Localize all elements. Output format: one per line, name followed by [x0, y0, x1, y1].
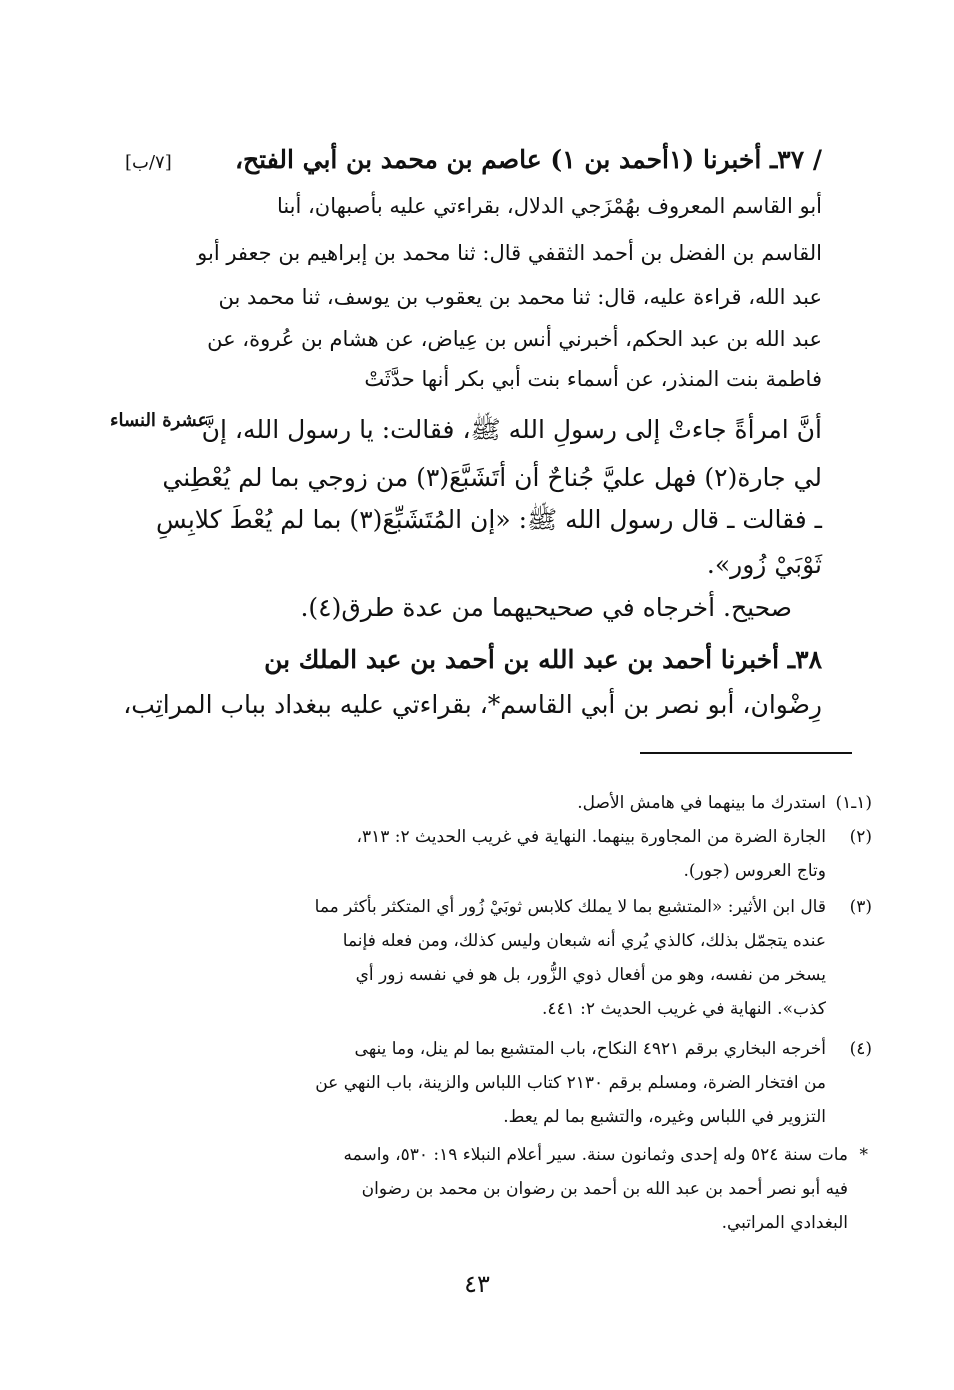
footnote-line: أخرجه البخاري برقم ٤٩٢١ النكاح، باب المتشبع بما لم ينل، وما ينهى	[354, 1039, 826, 1059]
footnote-number: (٢)	[849, 827, 872, 847]
hadith-38-heading: ٣٨ـ أخبرنا أحمد بن عبد الله بن أحمد بن عبد الملك بن	[264, 645, 822, 674]
footnote-number: (٣)	[849, 897, 872, 917]
footnote-asterisk: *	[859, 1145, 868, 1165]
footnote-line: استدرك ما بينهما في هامش الأصل.	[577, 793, 826, 813]
footnote-line: البغدادي المراتبي.	[721, 1213, 848, 1233]
footnote	[232, 1140, 872, 1246]
main-line: رِضْوان، أبو نصر بن أبي القاسم*، بقراءتي عليه ببغداد بباب المراتِب،	[123, 690, 822, 719]
hadith-text-line: ثَوْبَيْ زُور».	[706, 550, 822, 579]
footnote	[232, 788, 872, 820]
main-line: أبو القاسم المعروف بهُمْزَجي الدلال، بقراءتي عليه بأصبهان، أبنا	[276, 194, 822, 218]
hadith-37-heading: / ٣٧ـ أخبرنا (١أحمد بن ١) عاصم بن محمد بن أبي الفتح،	[234, 145, 822, 174]
footnote-line: وتاج العروس (جور).	[683, 861, 826, 881]
footnote-line: يسخر من نفسه، وهو من أفعال ذوي الزُّور، بل هو في نفسه زور أي	[355, 965, 826, 985]
footnote-separator	[640, 752, 852, 754]
footnote-line: التزوير في اللباس وغيره، والتشبع بما لم يعط.	[503, 1107, 826, 1127]
footnote-line: من افتخار الضرة، ومسلم برقم ٢١٣٠ كتاب اللباس والزينة، باب النهي عن	[315, 1073, 826, 1093]
main-line: عبد الله، قراءة عليه، قال: ثنا محمد بن يعقوب بن يوسف، ثنا محمد بن	[218, 285, 822, 309]
main-line: فاطمة بنت المنذر، عن أسماء بنت أبي بكر أنها حدَّثَتْ	[364, 367, 822, 391]
main-line: عبد الله بن عبد الحكم، أخبرني أنس بن عِياض، عن هشام بن عُروة، عن	[207, 327, 822, 351]
footnote-line: فيه أبو نصر أحمد بن عبد الله بن أحمد بن رضوان بن محمد بن رضوان	[361, 1179, 848, 1199]
footnote-line: الجارة الضرة من المجاورة بينهما. النهاية في غريب الحديث ٢: ٣١٣،	[356, 827, 826, 847]
page-number: ٤٣	[464, 1270, 490, 1298]
hadith-text-line: لي جارة(٢) فهل عليَّ جُناحٌ أن أتَشَبَّعَ(٣) من زوجي بما لم يُعْطِني	[162, 463, 822, 492]
grading-line: صحيح. أخرجاه في صحيحيهما من عدة طرق(٤).	[300, 593, 792, 622]
footnote	[232, 892, 872, 1032]
footnote-line: مات سنة ٥٢٤ وله إحدى وثمانون سنة. سير أعلام النبلاء ١٩: ٥٣٠، واسمه	[343, 1145, 848, 1165]
footnote-line: قال ابن الأثير: «المتشبع بما لا يملك كلابس ثوبَيْ زُور أي المتكثر بأكثر مما	[314, 897, 826, 917]
footnote	[232, 1034, 872, 1138]
topic-marginal-note: عشرة النساء	[110, 410, 209, 431]
main-line: القاسم بن الفضل بن أحمد الثقفي قال: ثنا محمد بن إبراهيم بن جعفر أبو	[197, 241, 822, 265]
folio-marker: [٧/ب]	[125, 152, 172, 173]
footnote-line: كذب». النهاية في غريب الحديث ٢: ٤٤١.	[541, 999, 826, 1019]
footnote-line: عنده يتجمّل بذلك، كالذي يُري أنه شبعان وليس كذلك، ومن فعله فإنما	[342, 931, 826, 951]
hadith-text-line: أنَّ امرأةً جاءتْ إلى رسولِ الله ﷺ، فقالت: يا رسول الله، إنَّ	[201, 415, 822, 444]
footnote	[232, 822, 872, 888]
hadith-text-line: ـ فقالت ـ قال رسول الله ﷺ: «إن المُتَشَبِّعَ(٣) بما لم يُعْطَ كلابِسِ	[155, 505, 822, 534]
footnote-number: (٤)	[849, 1039, 872, 1059]
footnote-number: (١ـ١)	[835, 793, 872, 813]
